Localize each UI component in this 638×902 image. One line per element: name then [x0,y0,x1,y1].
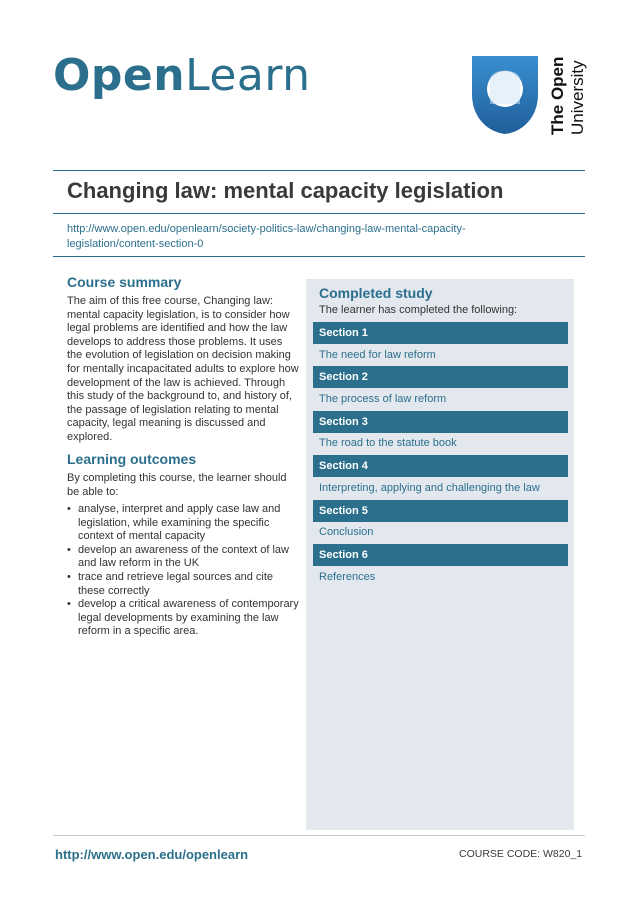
section-6-link[interactable]: References [319,571,376,583]
section-5-link[interactable]: Conclusion [319,526,374,538]
list-item: • trace and retrieve legal sources and cite these correctly [67,571,299,598]
header-divider [53,170,585,171]
open-university-wordmark [547,54,587,136]
learning-outcomes-heading: Learning outcomes [67,451,197,467]
university-line1: The Open [548,56,567,135]
section-1-link[interactable]: The need for law reform [319,349,436,361]
completed-study-heading: Completed study [319,285,433,301]
completed-study-panel [306,279,574,830]
footer-divider [53,835,585,836]
url-divider [53,256,585,257]
section-3-bar: Section 3 [313,411,568,433]
openlearn-logo[interactable] [53,48,311,104]
course-summary-heading: Course summary [67,274,182,290]
section-4-bar: Section 4 [313,455,568,477]
university-line2: University [568,60,587,135]
logo-open-text: Open [53,50,186,101]
course-summary-text: The aim of this free course, Changing law: mental capacity legislation, is to consider how legal problems are identified and how the law develops to address those problems. It uses the evolution of legislation on decision making for mentally incapacitated adults to explore how development of the law is achieved. Through this study of the background to, and history of, the passage of legislation relating to mental capacity, legal meaning is discussed and explored. [67,295,299,443]
section-4-link[interactable]: Interpreting, applying and challenging the law [319,482,540,494]
list-item: • develop a critical awareness of contemporary legal developments by examining the law reform in a specific area. [67,598,299,639]
section-2-bar: Section 2 [313,366,568,388]
section-6-bar: Section 6 [313,544,568,566]
section-5-bar: Section 5 [313,500,568,522]
title-divider [53,213,585,214]
course-code: COURSE CODE: W820_1 [459,848,583,860]
logo-learn-text: Learn [185,50,311,101]
section-3-link[interactable]: The road to the statute book [319,437,457,449]
list-item: • develop an awareness of the context of law and law reform in the UK [67,544,299,571]
learning-outcomes-list [67,503,299,639]
open-university-shield-icon [470,54,540,136]
page-title: Changing law: mental capacity legislation [67,178,504,203]
footer-openlearn-link[interactable]: http://www.open.edu/openlearn [55,847,249,862]
course-url-link[interactable]: http://www.open.edu/openlearn/society-politics-law/changing-law-mental-capacity-legislation/content-section-0 [67,223,466,250]
learning-outcomes-intro: By completing this course, the learner should be able to: [67,472,287,498]
section-2-link[interactable]: The process of law reform [319,393,447,405]
list-item: • analyse, interpret and apply case law and legislation, while examining the specific context of mental capacity [67,503,299,544]
section-1-bar: Section 1 [313,322,568,344]
completed-study-intro: The learner has completed the following: [319,304,518,316]
